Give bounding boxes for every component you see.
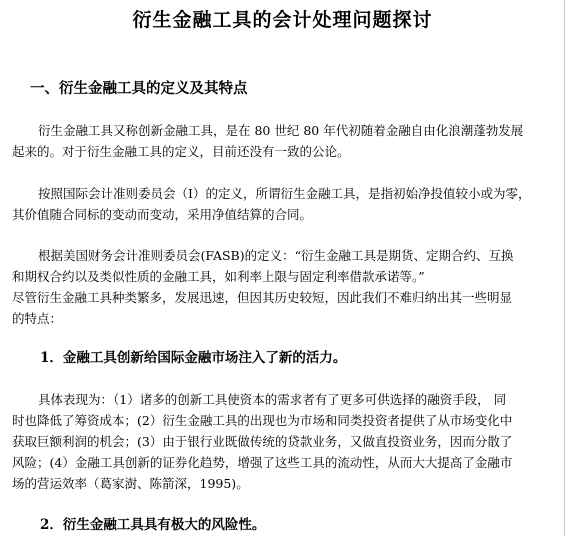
paragraph-innovation-details <box>12 389 564 494</box>
paragraph-line: 其价值随合同标的变动而变动，采用净值结算的合同。 <box>12 207 313 222</box>
paragraph-line: 起来的。对于衍生金融工具的定义，目前还没有一致的公论。 <box>12 144 350 159</box>
paragraph-line: 具体表现为：（1）诸多的创新工具使资本的需求者有了更多可供选择的融资手段， 同 <box>38 392 507 407</box>
subsection-heading-innovation: 1．金融工具创新给国际金融市场注入了新的活力。 <box>40 350 347 366</box>
paragraph-line: 按照国际会计准则委员会（I）的定义，所谓衍生金融工具，是指初始净投值较小或为零， <box>38 186 531 201</box>
paragraph-line: 尽管衍生金融工具种类繁多，发展迅速，但因其历史较短，因此我们不难归纳出其一些明显 <box>12 290 513 305</box>
paragraph-line: 场的营运效率（葛家澍、陈箭深，1995)。 <box>12 476 249 491</box>
paragraph-line: 风险；(4）金融工具创新的证券化趋势，增强了这些工具的流动性，从而大大提高了金融市 <box>12 455 513 470</box>
section-heading-definition: 一、衍生金融工具的定义及其特点 <box>30 80 248 97</box>
paragraph-line: 的特点： <box>12 311 63 326</box>
paragraph-line: 和期权合约以及类似性质的金融工具，如利率上限与固定利率借款承诺等。” <box>12 269 425 284</box>
paragraph-ias-definition <box>12 183 564 225</box>
paragraph-intro <box>12 120 564 162</box>
subsection-heading-risk: 2．衍生金融工具具有极大的风险性。 <box>40 517 266 533</box>
paragraph-fasb-definition <box>12 245 564 329</box>
paragraph-line: 衍生金融工具又称创新金融工具，是在 80 世纪 80 年代初随着金融自由化浪潮蓬勃发展 <box>38 123 524 138</box>
paragraph-line: 时也降低了筹资成本；(2）衍生金融工具的出现也为市场和同类投资者提供了从市场变化中 <box>12 413 513 428</box>
document-title: 衍生金融工具的会计处理问题探讨 <box>132 9 433 31</box>
paragraph-line: 获取巨额利润的机会；(3）由于银行业既做传统的贷款业务，又做直投资业务，因而分散了 <box>12 434 513 449</box>
paragraph-line: 根据美国财务会计准则委员会(FASB)的定义：“衍生金融工具是期货、定期合约、互换 <box>38 248 514 263</box>
